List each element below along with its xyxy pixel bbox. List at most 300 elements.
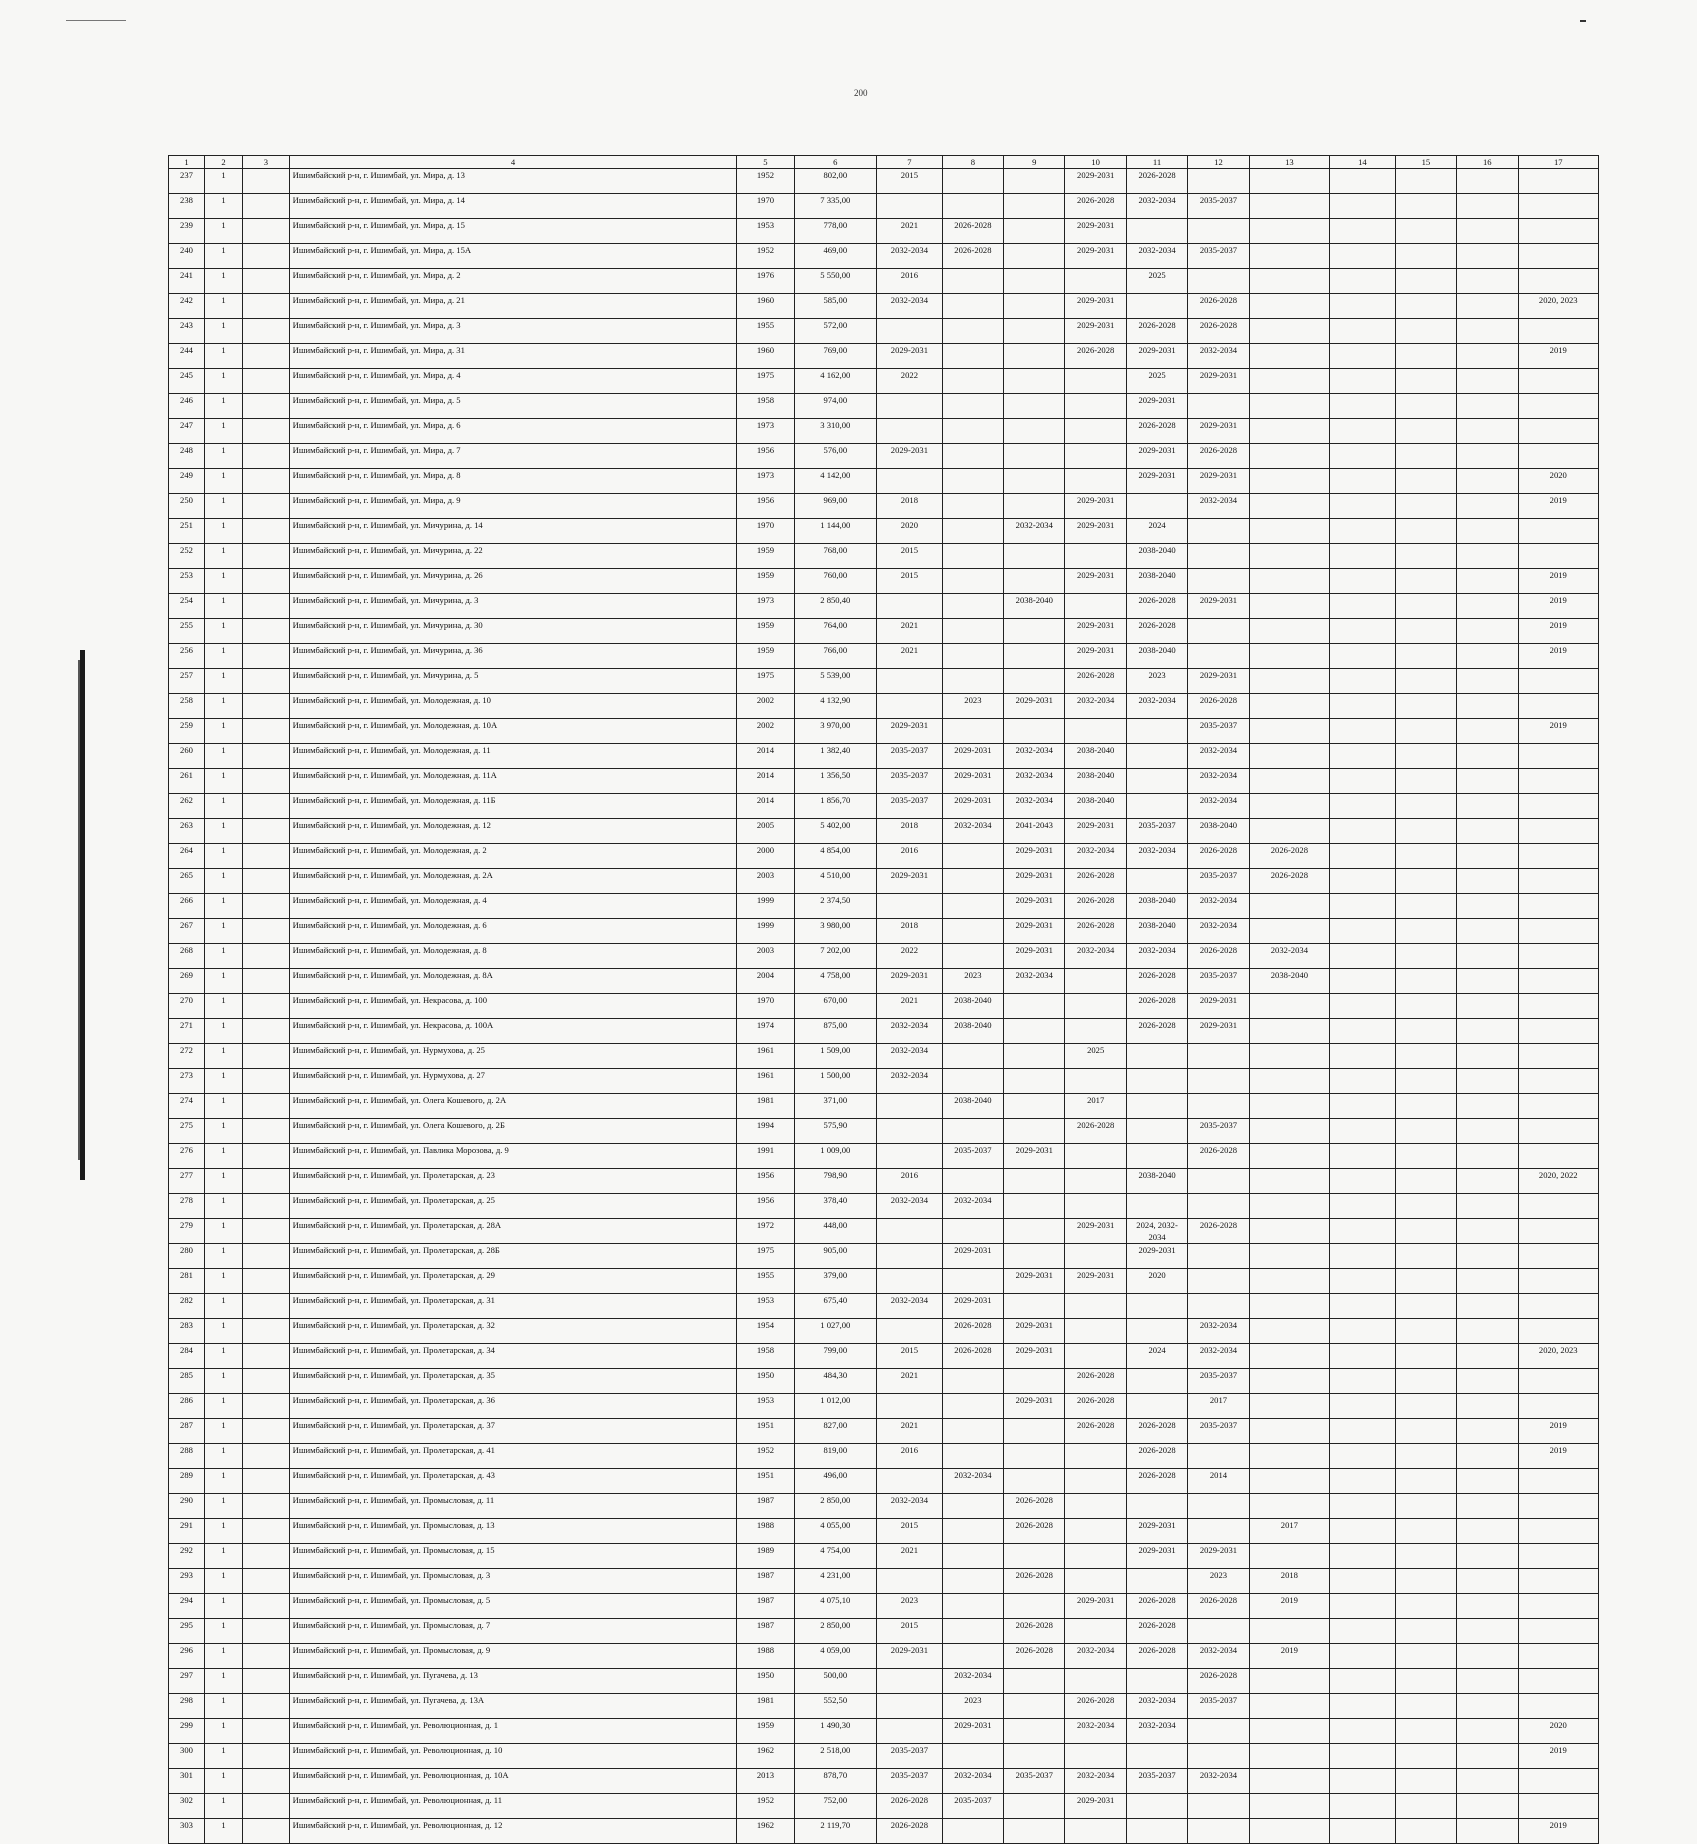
cell-col-9: [1004, 493, 1065, 518]
cell-col-11: 2026-2028: [1126, 618, 1187, 643]
cell-col-14: [1330, 1393, 1396, 1418]
cell-col-14: [1330, 218, 1396, 243]
cell-col-12: [1188, 168, 1249, 193]
column-header-10: 10: [1065, 156, 1126, 169]
cell-col-3: [243, 1168, 290, 1193]
cell-col-12: 2029-2031: [1188, 368, 1249, 393]
cell-col-11: 2020: [1126, 1268, 1187, 1293]
cell-col-13: [1249, 693, 1329, 718]
cell-area: 1 027,00: [794, 1318, 877, 1343]
cell-col-12: 2032-2034: [1188, 743, 1249, 768]
cell-col-7: 2032-2034: [877, 243, 943, 268]
cell-col-11: 2026-2028: [1126, 1643, 1187, 1668]
cell-col-8: [942, 418, 1003, 443]
cell-col-9: 2029-2031: [1004, 868, 1065, 893]
cell-col-9: [1004, 1693, 1065, 1718]
cell-col-15: [1395, 1543, 1456, 1568]
cell-year-built: 1952: [737, 243, 794, 268]
cell-row-number: 282: [169, 1293, 205, 1318]
cell-row-number: 301: [169, 1768, 205, 1793]
cell-col-13: [1249, 418, 1329, 443]
cell-area: 371,00: [794, 1093, 877, 1118]
cell-col-3: [243, 543, 290, 568]
cell-col-9: [1004, 1368, 1065, 1393]
cell-col-12: 2032-2034: [1188, 493, 1249, 518]
cell-col-13: [1249, 468, 1329, 493]
table-row: [169, 1193, 1599, 1218]
cell-address: Ишимбайский р-н, г. Ишимбай, ул. Молодежная, д. 10: [289, 693, 737, 718]
cell-col-13: [1249, 918, 1329, 943]
cell-col-17: [1518, 1318, 1599, 1343]
cell-address: Ишимбайский р-н, г. Ишимбай, ул. Мичурина, д. 30: [289, 618, 737, 643]
cell-col-14: [1330, 1443, 1396, 1468]
cell-category: 1: [204, 193, 242, 218]
cell-col-15: [1395, 293, 1456, 318]
table-row: [169, 218, 1599, 243]
cell-col-12: 2032-2034: [1188, 1643, 1249, 1668]
cell-col-16: [1457, 1418, 1518, 1443]
cell-col-16: [1457, 843, 1518, 868]
cell-col-7: [877, 1268, 943, 1293]
cell-col-14: [1330, 1568, 1396, 1593]
cell-col-12: 2035-2037: [1188, 868, 1249, 893]
table-row: [169, 618, 1599, 643]
cell-col-13: [1249, 893, 1329, 918]
cell-col-9: [1004, 1118, 1065, 1143]
cell-col-13: [1249, 1268, 1329, 1293]
cell-col-3: [243, 218, 290, 243]
cell-col-8: [942, 343, 1003, 368]
cell-address: Ишимбайский р-н, г. Ишимбай, ул. Пролетарская, д. 28А: [289, 1218, 737, 1243]
cell-col-3: [243, 268, 290, 293]
cell-col-14: [1330, 468, 1396, 493]
column-number-row: [169, 156, 1599, 169]
cell-year-built: 1955: [737, 1268, 794, 1293]
cell-col-3: [243, 918, 290, 943]
table-row: [169, 768, 1599, 793]
cell-col-8: 2035-2037: [942, 1793, 1003, 1818]
cell-col-12: 2026-2028: [1188, 1593, 1249, 1618]
cell-category: 1: [204, 893, 242, 918]
cell-col-8: [942, 943, 1003, 968]
cell-col-10: 2026-2028: [1065, 868, 1126, 893]
cell-col-8: [942, 843, 1003, 868]
cell-col-7: 2029-2031: [877, 718, 943, 743]
cell-col-10: [1065, 1068, 1126, 1093]
cell-category: 1: [204, 1143, 242, 1168]
cell-col-17: [1518, 943, 1599, 968]
cell-year-built: 1973: [737, 468, 794, 493]
cell-col-3: [243, 1093, 290, 1118]
cell-col-15: [1395, 1193, 1456, 1218]
cell-col-13: 2017: [1249, 1518, 1329, 1543]
cell-col-16: [1457, 568, 1518, 593]
cell-category: 1: [204, 1618, 242, 1643]
cell-col-12: 2029-2031: [1188, 593, 1249, 618]
cell-col-10: [1065, 368, 1126, 393]
cell-col-11: [1126, 1118, 1187, 1143]
cell-col-17: [1518, 1468, 1599, 1493]
cell-col-15: [1395, 1368, 1456, 1393]
cell-col-14: [1330, 568, 1396, 593]
cell-row-number: 259: [169, 718, 205, 743]
cell-year-built: 1988: [737, 1643, 794, 1668]
cell-col-16: [1457, 968, 1518, 993]
cell-col-7: 2035-2037: [877, 743, 943, 768]
cell-col-14: [1330, 193, 1396, 218]
cell-col-16: [1457, 1568, 1518, 1593]
cell-area: 769,00: [794, 343, 877, 368]
cell-col-13: [1249, 1118, 1329, 1143]
table-row: [169, 1693, 1599, 1718]
cell-col-13: [1249, 193, 1329, 218]
cell-col-17: [1518, 518, 1599, 543]
cell-col-17: 2020, 2023: [1518, 1343, 1599, 1368]
cell-year-built: 1952: [737, 1793, 794, 1818]
cell-address: Ишимбайский р-н, г. Ишимбай, ул. Мира, д. 31: [289, 343, 737, 368]
cell-col-8: 2023: [942, 1693, 1003, 1718]
cell-col-9: [1004, 1668, 1065, 1693]
cell-col-12: [1188, 518, 1249, 543]
cell-col-14: [1330, 643, 1396, 668]
cell-col-14: [1330, 893, 1396, 918]
cell-col-10: [1065, 1443, 1126, 1468]
cell-col-16: [1457, 1318, 1518, 1343]
cell-col-16: [1457, 643, 1518, 668]
cell-row-number: 283: [169, 1318, 205, 1343]
cell-col-10: [1065, 1743, 1126, 1768]
table-row: [169, 1243, 1599, 1268]
cell-category: 1: [204, 343, 242, 368]
cell-col-14: [1330, 518, 1396, 543]
cell-row-number: 241: [169, 268, 205, 293]
cell-col-7: [877, 1568, 943, 1593]
cell-col-17: [1518, 318, 1599, 343]
cell-col-3: [243, 393, 290, 418]
cell-row-number: 250: [169, 493, 205, 518]
cell-col-13: [1249, 1443, 1329, 1468]
cell-col-7: [877, 1218, 943, 1243]
cell-category: 1: [204, 1568, 242, 1593]
cell-col-17: 2019: [1518, 1443, 1599, 1468]
table-row: [169, 1768, 1599, 1793]
cell-col-17: 2020: [1518, 468, 1599, 493]
cell-col-8: 2035-2037: [942, 1143, 1003, 1168]
cell-col-10: 2029-2031: [1065, 618, 1126, 643]
cell-col-12: 2029-2031: [1188, 668, 1249, 693]
cell-col-13: [1249, 668, 1329, 693]
cell-col-9: 2029-2031: [1004, 1343, 1065, 1368]
cell-col-15: [1395, 1518, 1456, 1543]
cell-col-17: 2020, 2023: [1518, 293, 1599, 318]
cell-col-14: [1330, 368, 1396, 393]
cell-col-7: [877, 193, 943, 218]
cell-col-13: [1249, 1018, 1329, 1043]
cell-col-9: 2029-2031: [1004, 918, 1065, 943]
cell-col-17: [1518, 693, 1599, 718]
cell-col-10: [1065, 718, 1126, 743]
cell-col-16: [1457, 893, 1518, 918]
cell-col-15: [1395, 918, 1456, 943]
cell-address: Ишимбайский р-н, г. Ишимбай, ул. Молодежная, д. 6: [289, 918, 737, 943]
cell-col-17: [1518, 918, 1599, 943]
cell-col-16: [1457, 718, 1518, 743]
cell-col-12: [1188, 643, 1249, 668]
cell-col-17: [1518, 893, 1599, 918]
cell-col-16: [1457, 1268, 1518, 1293]
cell-address: Ишимбайский р-н, г. Ишимбай, ул. Пугачева, д. 13: [289, 1668, 737, 1693]
cell-col-10: 2029-2031: [1065, 493, 1126, 518]
cell-col-7: [877, 1693, 943, 1718]
cell-address: Ишимбайский р-н, г. Ишимбай, ул. Молодежная, д. 10А: [289, 718, 737, 743]
cell-col-3: [243, 368, 290, 393]
cell-address: Ишимбайский р-н, г. Ишимбай, ул. Революционная, д. 12: [289, 1818, 737, 1843]
cell-year-built: 1975: [737, 368, 794, 393]
cell-category: 1: [204, 368, 242, 393]
cell-col-11: 2023: [1126, 668, 1187, 693]
cell-area: 2 850,00: [794, 1618, 877, 1643]
cell-address: Ишимбайский р-н, г. Ишимбай, ул. Мира, д. 2: [289, 268, 737, 293]
cell-col-9: [1004, 1743, 1065, 1768]
cell-col-17: [1518, 1643, 1599, 1668]
cell-col-14: [1330, 968, 1396, 993]
cell-col-12: 2026-2028: [1188, 1218, 1249, 1243]
cell-col-7: 2032-2034: [877, 1493, 943, 1518]
cell-col-10: [1065, 993, 1126, 1018]
cell-col-8: [942, 193, 1003, 218]
cell-category: 1: [204, 1543, 242, 1568]
cell-col-13: [1249, 568, 1329, 593]
cell-col-14: [1330, 1043, 1396, 1068]
cell-area: 752,00: [794, 1793, 877, 1818]
column-header-1: 1: [169, 156, 205, 169]
cell-col-8: [942, 1443, 1003, 1468]
cell-col-17: 2019: [1518, 1818, 1599, 1843]
cell-col-15: [1395, 1743, 1456, 1768]
cell-row-number: 260: [169, 743, 205, 768]
cell-col-10: 2026-2028: [1065, 1393, 1126, 1418]
cell-address: Ишимбайский р-н, г. Ишимбай, ул. Промысловая, д. 5: [289, 1593, 737, 1618]
cell-col-3: [243, 1193, 290, 1218]
cell-col-8: 2038-2040: [942, 993, 1003, 1018]
cell-col-13: [1249, 1818, 1329, 1843]
cell-col-11: [1126, 1568, 1187, 1593]
cell-col-15: [1395, 268, 1456, 293]
cell-row-number: 252: [169, 543, 205, 568]
cell-col-3: [243, 493, 290, 518]
cell-area: 4 132,90: [794, 693, 877, 718]
cell-address: Ишимбайский р-н, г. Ишимбай, ул. Мира, д. 6: [289, 418, 737, 443]
cell-col-9: 2029-2031: [1004, 1143, 1065, 1168]
cell-col-7: 2035-2037: [877, 793, 943, 818]
table-row: [169, 868, 1599, 893]
cell-area: 4 075,10: [794, 1593, 877, 1618]
cell-col-10: 2026-2028: [1065, 1118, 1126, 1143]
cell-col-13: [1249, 1768, 1329, 1793]
table-row: [169, 568, 1599, 593]
cell-row-number: 265: [169, 868, 205, 893]
table-row: [169, 1818, 1599, 1843]
cell-col-16: [1457, 1668, 1518, 1693]
table-row: [169, 1318, 1599, 1343]
cell-col-3: [243, 518, 290, 543]
cell-row-number: 277: [169, 1168, 205, 1193]
cell-address: Ишимбайский р-н, г. Ишимбай, ул. Пролетарская, д. 23: [289, 1168, 737, 1193]
cell-col-15: [1395, 1118, 1456, 1143]
cell-col-7: 2029-2031: [877, 1643, 943, 1668]
cell-col-3: [243, 793, 290, 818]
cell-col-8: 2038-2040: [942, 1093, 1003, 1118]
cell-col-11: [1126, 743, 1187, 768]
cell-col-9: 2032-2034: [1004, 793, 1065, 818]
cell-col-7: 2018: [877, 918, 943, 943]
cell-col-3: [243, 1368, 290, 1393]
cell-col-11: 2029-2031: [1126, 443, 1187, 468]
cell-col-3: [243, 1218, 290, 1243]
cell-col-9: 2029-2031: [1004, 943, 1065, 968]
cell-col-12: [1188, 1793, 1249, 1818]
cell-col-17: [1518, 1293, 1599, 1318]
cell-col-15: [1395, 1643, 1456, 1668]
cell-col-14: [1330, 718, 1396, 743]
cell-col-8: [942, 318, 1003, 343]
cell-col-8: [942, 1268, 1003, 1293]
cell-col-7: 2021: [877, 993, 943, 1018]
cell-col-10: 2032-2034: [1065, 843, 1126, 868]
table-body: [169, 168, 1599, 1843]
cell-address: Ишимбайский р-н, г. Ишимбай, ул. Пролетарская, д. 28Б: [289, 1243, 737, 1268]
cell-col-11: 2026-2028: [1126, 1418, 1187, 1443]
cell-year-built: 2014: [737, 743, 794, 768]
cell-address: Ишимбайский р-н, г. Ишимбай, ул. Молодежная, д. 8А: [289, 968, 737, 993]
cell-col-14: [1330, 1168, 1396, 1193]
cell-col-13: [1249, 1193, 1329, 1218]
cell-col-7: 2032-2034: [877, 1068, 943, 1093]
cell-col-7: 2029-2031: [877, 443, 943, 468]
cell-col-3: [243, 668, 290, 693]
cell-col-13: [1249, 1318, 1329, 1343]
cell-col-9: [1004, 368, 1065, 393]
cell-col-17: 2019: [1518, 568, 1599, 593]
scan-mark-top-left: [66, 20, 126, 21]
cell-col-10: [1065, 1668, 1126, 1693]
cell-col-15: [1395, 1418, 1456, 1443]
cell-col-9: [1004, 1543, 1065, 1568]
cell-col-7: 2029-2031: [877, 968, 943, 993]
cell-category: 1: [204, 1168, 242, 1193]
cell-col-14: [1330, 1793, 1396, 1818]
cell-col-11: [1126, 1068, 1187, 1093]
cell-category: 1: [204, 793, 242, 818]
cell-col-10: 2026-2028: [1065, 1418, 1126, 1443]
cell-col-14: [1330, 1143, 1396, 1168]
cell-col-14: [1330, 693, 1396, 718]
cell-col-12: [1188, 1268, 1249, 1293]
cell-category: 1: [204, 968, 242, 993]
cell-col-9: 2029-2031: [1004, 1318, 1065, 1343]
cell-col-3: [243, 1643, 290, 1668]
cell-col-10: 2032-2034: [1065, 1643, 1126, 1668]
cell-col-15: [1395, 1718, 1456, 1743]
cell-col-10: 2026-2028: [1065, 1693, 1126, 1718]
cell-col-16: [1457, 418, 1518, 443]
cell-col-14: [1330, 1118, 1396, 1143]
cell-col-16: [1457, 1143, 1518, 1168]
cell-col-10: [1065, 1618, 1126, 1643]
cell-col-9: [1004, 1093, 1065, 1118]
cell-col-16: [1457, 1018, 1518, 1043]
cell-col-11: [1126, 1668, 1187, 1693]
cell-col-12: 2026-2028: [1188, 843, 1249, 868]
cell-col-7: [877, 1093, 943, 1118]
cell-col-11: 2032-2034: [1126, 843, 1187, 868]
cell-year-built: 2005: [737, 818, 794, 843]
cell-category: 1: [204, 868, 242, 893]
cell-col-13: [1249, 993, 1329, 1018]
cell-col-8: [942, 1043, 1003, 1068]
cell-col-7: [877, 1143, 943, 1168]
cell-col-16: [1457, 1618, 1518, 1643]
cell-area: 4 059,00: [794, 1643, 877, 1668]
cell-col-16: [1457, 1168, 1518, 1193]
cell-col-11: 2032-2034: [1126, 1718, 1187, 1743]
cell-area: 670,00: [794, 993, 877, 1018]
cell-year-built: 1953: [737, 1293, 794, 1318]
cell-address: Ишимбайский р-н, г. Ишимбай, ул. Пролетарская, д. 43: [289, 1468, 737, 1493]
cell-col-9: [1004, 343, 1065, 368]
cell-col-16: [1457, 1768, 1518, 1793]
cell-col-17: [1518, 1218, 1599, 1243]
cell-category: 1: [204, 1468, 242, 1493]
cell-category: 1: [204, 1418, 242, 1443]
cell-year-built: 1962: [737, 1743, 794, 1768]
cell-address: Ишимбайский р-н, г. Ишимбай, ул. Мичурина, д. 14: [289, 518, 737, 543]
cell-col-11: 2038-2040: [1126, 1168, 1187, 1193]
cell-year-built: 1999: [737, 893, 794, 918]
cell-col-14: [1330, 293, 1396, 318]
cell-col-7: 2015: [877, 543, 943, 568]
cell-category: 1: [204, 818, 242, 843]
scan-edge-shadow: [80, 650, 85, 1180]
cell-col-12: [1188, 618, 1249, 643]
cell-col-3: [243, 318, 290, 343]
cell-col-15: [1395, 493, 1456, 518]
cell-col-15: [1395, 1043, 1456, 1068]
cell-col-3: [243, 1143, 290, 1168]
cell-col-10: [1065, 1168, 1126, 1193]
cell-col-12: 2032-2034: [1188, 918, 1249, 943]
cell-col-8: 2026-2028: [942, 218, 1003, 243]
cell-col-3: [243, 1718, 290, 1743]
cell-col-3: [243, 743, 290, 768]
cell-col-14: [1330, 443, 1396, 468]
cell-year-built: 1974: [737, 1018, 794, 1043]
column-header-16: 16: [1457, 156, 1518, 169]
cell-col-7: [877, 1243, 943, 1268]
cell-col-13: [1249, 1218, 1329, 1243]
cell-col-9: [1004, 543, 1065, 568]
table-row: [169, 843, 1599, 868]
cell-col-17: [1518, 1143, 1599, 1168]
cell-col-12: 2035-2037: [1188, 1693, 1249, 1718]
cell-col-10: 2026-2028: [1065, 193, 1126, 218]
cell-year-built: 1975: [737, 1243, 794, 1268]
cell-category: 1: [204, 1668, 242, 1693]
cell-row-number: 288: [169, 1443, 205, 1468]
cell-year-built: 2014: [737, 793, 794, 818]
cell-col-15: [1395, 693, 1456, 718]
cell-col-12: [1188, 1743, 1249, 1768]
